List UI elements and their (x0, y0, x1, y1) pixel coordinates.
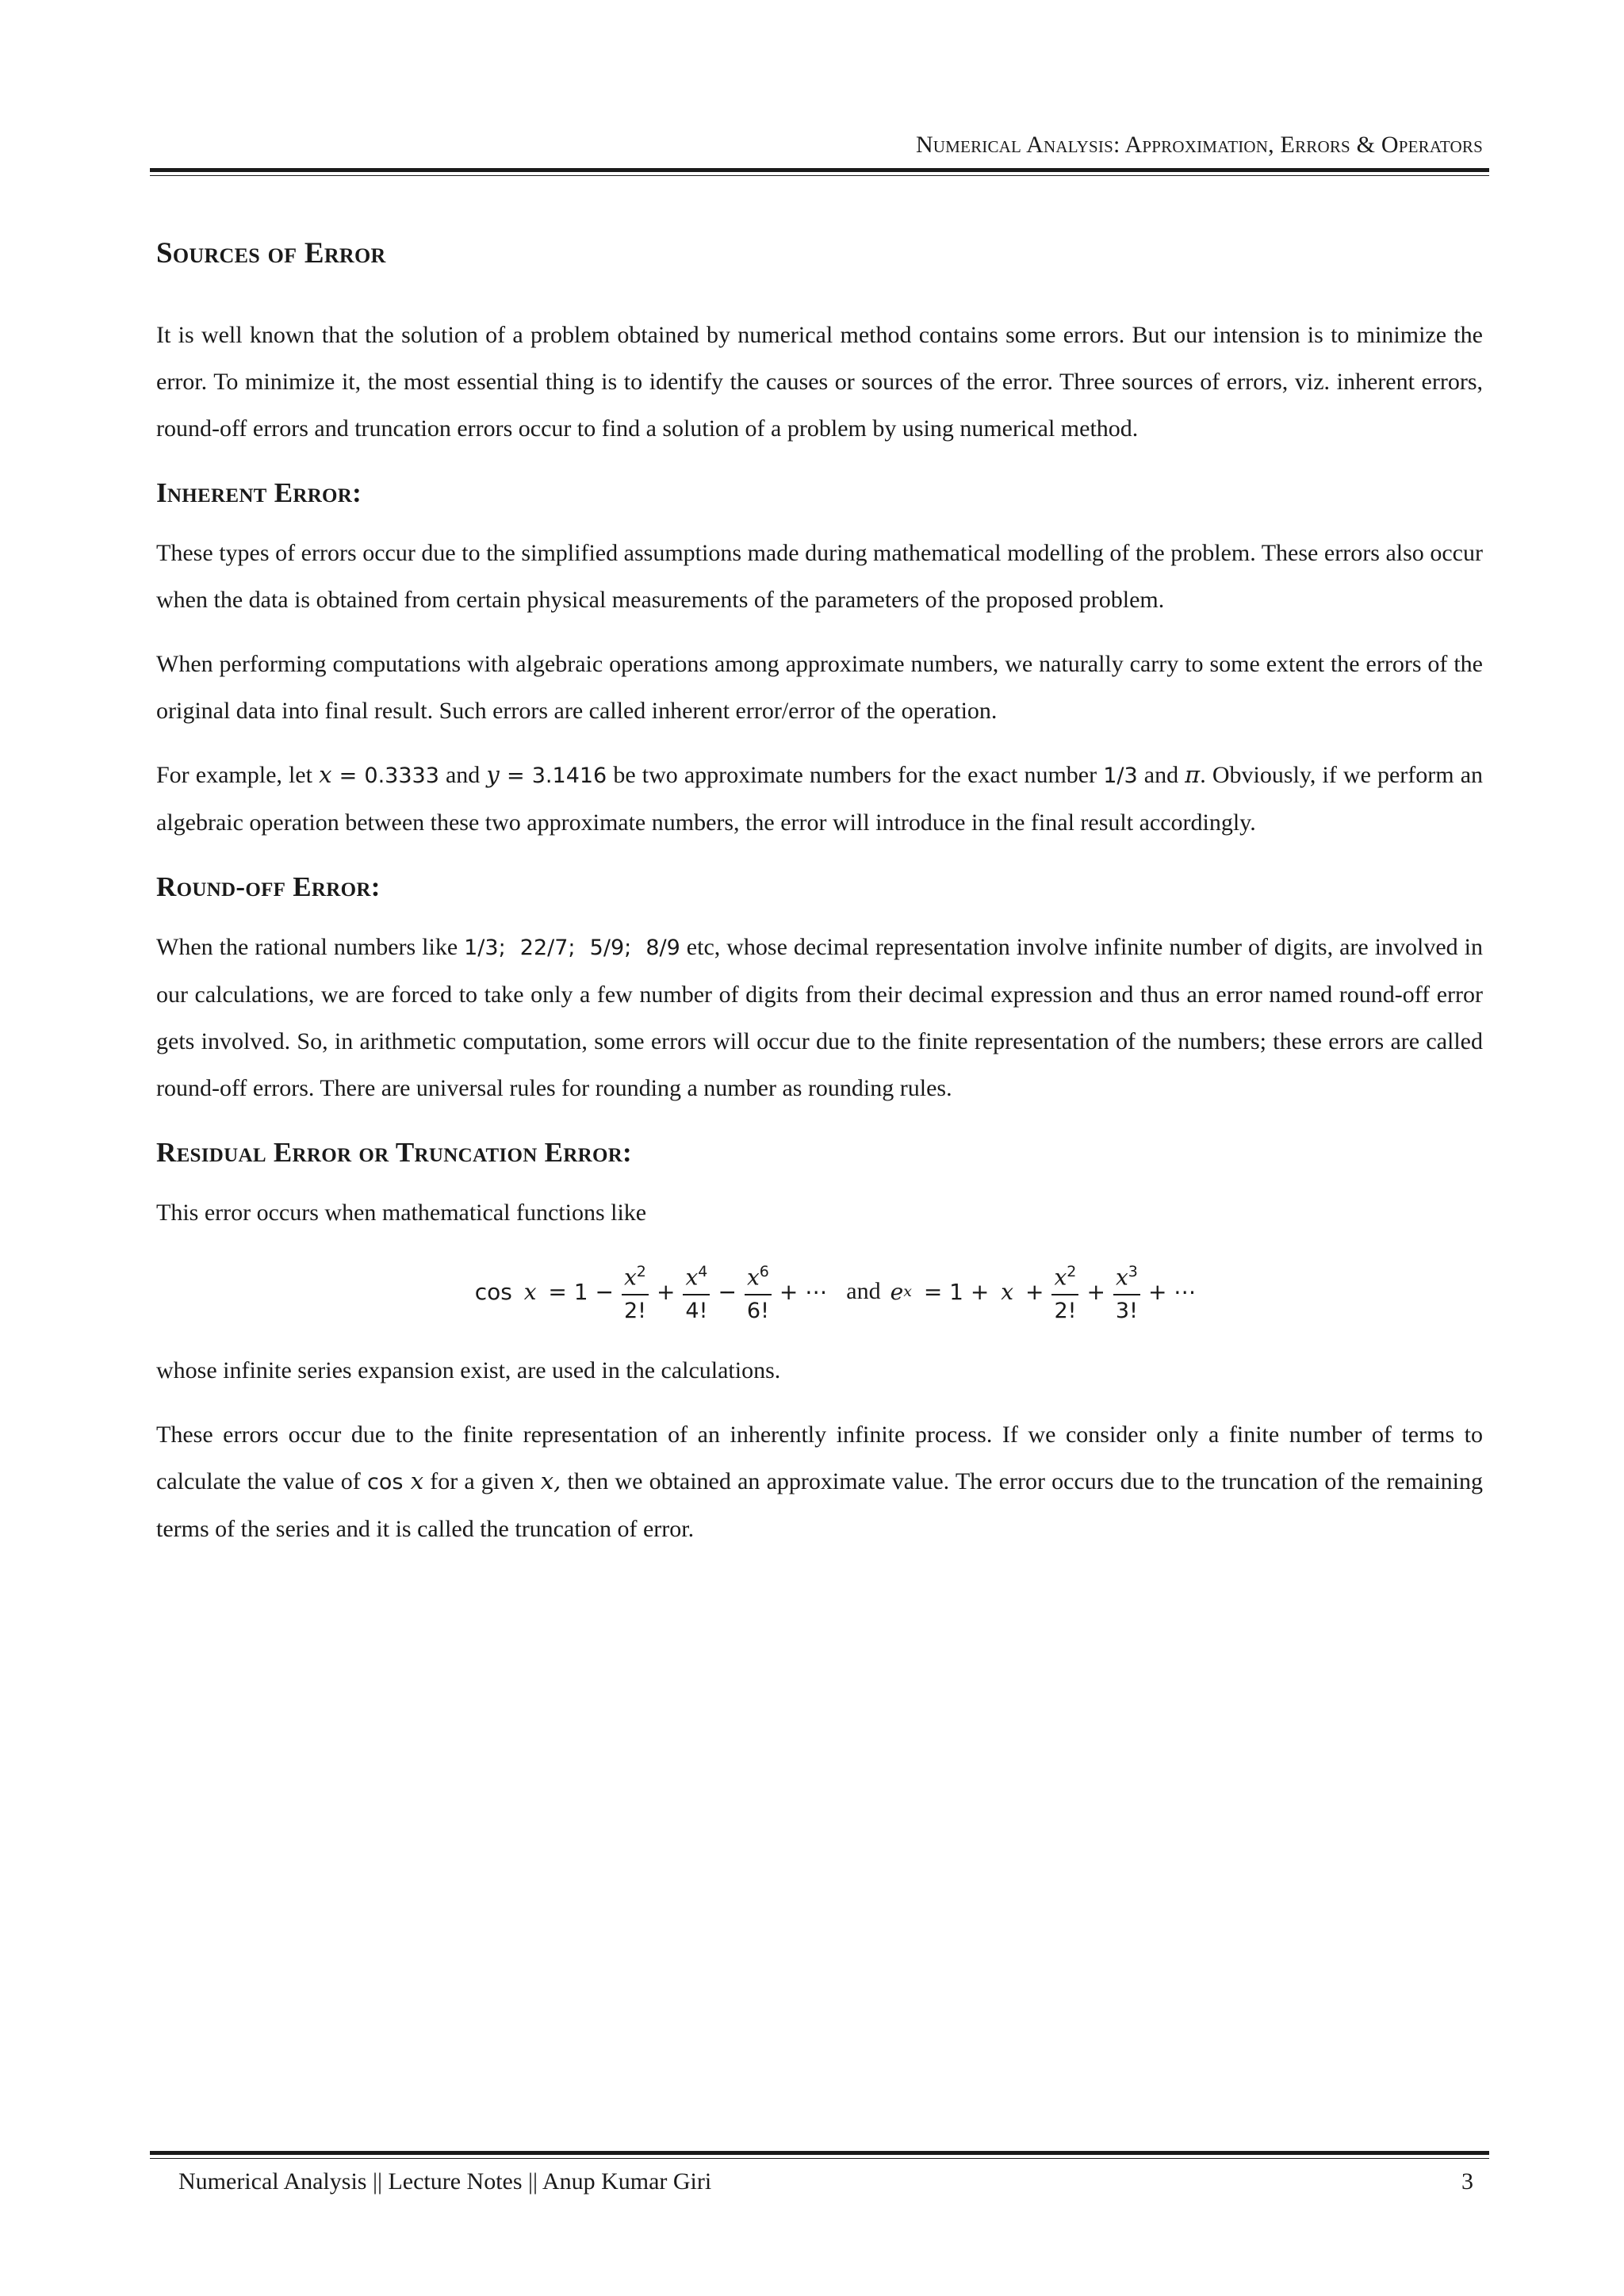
subsection-title-inherent-error: Inherent Error: (156, 477, 362, 508)
frac-exponent: 3 (1128, 1263, 1138, 1281)
eq-plus-ellipsis: + ⋯ (1147, 1278, 1197, 1305)
paragraph-inherent-3 (156, 752, 1483, 846)
frac-denominator: 3! (1113, 1294, 1140, 1326)
document-page (156, 0, 1483, 2296)
frac-numerator: x (746, 1264, 760, 1291)
section-title-sources-of-error: Sources of Error (156, 237, 386, 270)
eq-e-exponent: x (903, 1283, 912, 1300)
text: When the rational numbers like (156, 934, 465, 960)
eq-plus: + (1086, 1278, 1105, 1305)
paragraph-sources: It is well known that the solution of a problem obtained by numerical method contains some errors. But our intension is to minimize the error. To minimize it, the most essential thing is to identify the causes or sources of the error. Three sources of errors, viz. inherent errors, round-off errors and truncation errors occur to find a solution of a problem by using numerical method. (156, 322, 1483, 442)
math-one-third: 1/3 (1103, 763, 1138, 788)
eq-and: and (846, 1278, 881, 1304)
frac-denominator: 6! (745, 1294, 772, 1326)
math-var-x: x (410, 1468, 424, 1494)
series-equation (156, 1253, 1483, 1330)
text: and (439, 762, 487, 788)
math-pi: π (1185, 761, 1201, 788)
math-var-y: y (486, 761, 500, 788)
frac-exponent: 6 (759, 1263, 769, 1281)
frac-numerator: x (624, 1264, 637, 1291)
math-var-x: x, (540, 1468, 561, 1494)
page-number: 3 (1461, 2168, 1473, 2195)
fraction-x4-over-4fact (683, 1257, 710, 1325)
math-value-x: = 0.3333 (331, 763, 439, 788)
frac-exponent: 4 (698, 1263, 708, 1281)
math-rational-list: 1/3; 22/7; 5/9; 8/9 (464, 936, 680, 960)
text: etc, whose decimal representation involve infinite number of digits, are involved in our calculations, we are forced to take only a few number of digits from their decimal expression and thus an error named round-off error gets involved. So, in arithmetic computation, some errors will occur due to the finite representation of the numbers; these errors are called round-off errors. There are universal rules for rounding a number as rounding rules. (156, 934, 1483, 1101)
paragraph-inherent-2: When performing computations with algebraic operations among approximate numbers, we naturally carry to some extent the errors of the original data into final result. Such errors are called inherent error/error of the operation. (156, 651, 1483, 724)
text: These errors occur due to the finite representation of an inherently infinite process. If we consider only a finite number of terms to calculate the value of (156, 1422, 1483, 1494)
text: then we obtained an approximate value. The error occurs due to the truncation of the remaining terms of the series and it is called the truncation of error. (156, 1468, 1483, 1542)
frac-numerator: x (1054, 1264, 1067, 1291)
frac-exponent: 2 (1067, 1263, 1077, 1281)
math-cos: cos (366, 1470, 411, 1494)
footer-course-info: Numerical Analysis || Lecture Notes || Anup Kumar Giri (178, 2168, 712, 2195)
fraction-x2-over-2fact-exp (1051, 1257, 1078, 1325)
subsection-title-truncation-error: Residual Error or Truncation Error: (156, 1137, 633, 1168)
eq-plus-ellipsis: + ⋯ (779, 1278, 828, 1305)
text: for a given (423, 1468, 541, 1494)
fraction-x6-over-6fact (745, 1257, 772, 1325)
frac-denominator: 2! (1051, 1294, 1078, 1326)
eq-x: x (523, 1278, 537, 1305)
subsection-title-round-off-error: Round-off Error: (156, 871, 381, 902)
text: and (1137, 762, 1185, 788)
frac-exponent: 2 (636, 1263, 646, 1281)
frac-numerator: x (1115, 1264, 1128, 1291)
text: . Obviously, if we perform an algebraic operation between these two approximate numbers, the error will introduce in the final result accordingly. (156, 762, 1484, 836)
eq-plus: + (656, 1278, 676, 1305)
math-value-y: = 3.1416 (499, 763, 607, 788)
frac-numerator: x (685, 1264, 699, 1291)
paragraph-truncation-1: This error occurs when mathematical functions like (156, 1200, 647, 1226)
paragraph-truncation-3 (156, 1411, 1483, 1552)
text: For example, let (156, 762, 320, 788)
running-header: Numerical Analysis: Approximation, Errors & Operators (915, 132, 1483, 158)
frac-denominator: 4! (683, 1294, 710, 1326)
eq-equals-one-minus: = 1 − (541, 1278, 614, 1305)
math-var-x: x (319, 761, 332, 788)
eq-plus: + (1018, 1278, 1044, 1305)
frac-denominator: 2! (622, 1294, 649, 1326)
eq-minus: − (718, 1278, 737, 1305)
eq-e: e (890, 1278, 904, 1305)
paragraph-truncation-2: whose infinite series expansion exist, are used in the calculations. (156, 1357, 781, 1383)
footer-rule (150, 2151, 1489, 2159)
paragraph-inherent-1: These types of errors occur due to the simplified assumptions made during mathematical modelling of the problem. These errors also occur when the data is obtained from certain physical measurements of the parameters of the proposed problem. (156, 540, 1483, 613)
fraction-x2-over-2fact (622, 1257, 649, 1325)
text: be two approximate numbers for the exact number (607, 762, 1104, 788)
eq-cos: cos (474, 1278, 519, 1305)
header-rule (150, 168, 1489, 176)
paragraph-round-off (156, 924, 1483, 1112)
eq-equals-one-plus: = 1 + (916, 1278, 997, 1305)
main-content (156, 230, 1483, 1570)
fraction-x3-over-3fact (1113, 1257, 1140, 1325)
eq-x-term: x (1001, 1278, 1014, 1305)
